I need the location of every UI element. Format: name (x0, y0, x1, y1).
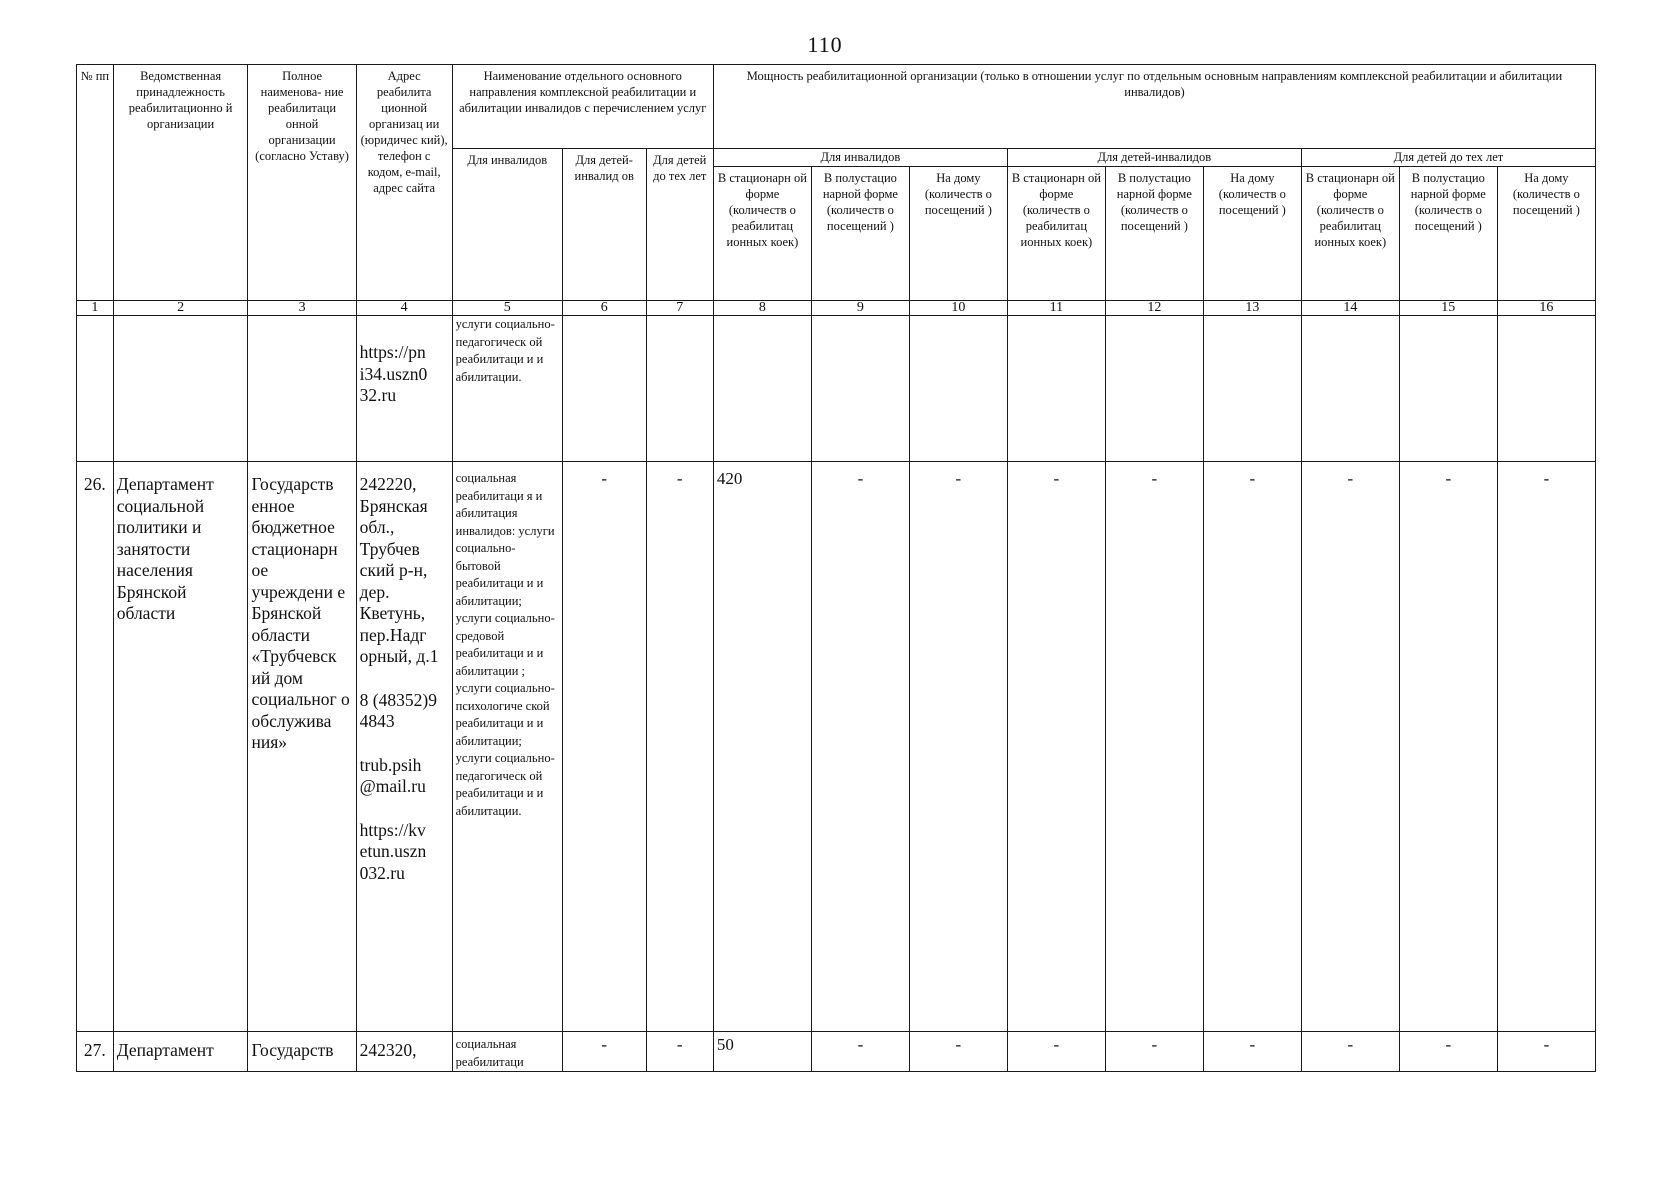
cell-empty (562, 316, 646, 462)
cell-empty (1399, 316, 1497, 462)
header-inpatient: В стационарн ой форме (количеств о реабилитац ионных коек) (1007, 167, 1105, 301)
cell-dash: - (646, 462, 713, 1032)
cell-dash: - (1301, 1032, 1399, 1072)
column-number: 11 (1007, 301, 1105, 316)
column-number: 16 (1497, 301, 1595, 316)
header-for-young-children: Для детей до тех лет (646, 149, 713, 301)
cell-empty (909, 316, 1007, 462)
cell-dash: - (646, 1032, 713, 1072)
header-address: Адрес реабилита ционной организац ии (юридичес кий), телефон с кодом, e-mail, адрес сайта (356, 65, 452, 301)
cell-department: Департамент социальной политики и занятости населения Брянской области (113, 462, 248, 1032)
column-number: 8 (713, 301, 811, 316)
column-number: 9 (811, 301, 909, 316)
cell-services: социальная реабилитаци (452, 1032, 562, 1072)
cell-dash: - (1399, 462, 1497, 1032)
header-department: Ведомственная принадлежность реабилитационно й организации (113, 65, 248, 301)
column-number: 5 (452, 301, 562, 316)
header-semi-inpatient: В полустацио нарной форме (количеств о посещений ) (1399, 167, 1497, 301)
header-inpatient: В стационарн ой форме (количеств о реабилитац ионных коек) (1301, 167, 1399, 301)
header-full-name: Полное наименова- ние реабилитаци онной организации (согласно Уставу) (248, 65, 356, 301)
header-for-disabled-children: Для детей-инвалид ов (562, 149, 646, 301)
cell-address: 242320, (356, 1032, 452, 1072)
cell-org-name: Государств енное бюджетное стационарн ое учреждени е Брянской области «Трубчевск ий дом социальног о обслужива ния» (248, 462, 356, 1032)
cell-empty (713, 316, 811, 462)
cell-services: услуги социально- педагогическ ой реабилитаци и и абилитации. (452, 316, 562, 462)
cell-dash: - (562, 1032, 646, 1072)
cell-department: Департамент (113, 1032, 248, 1072)
header-col-number: № пп (77, 65, 114, 301)
column-number: 14 (1301, 301, 1399, 316)
cell-dash: - (1497, 462, 1595, 1032)
cell-empty (1497, 316, 1595, 462)
cell-services: социальная реабилитаци я и абилитация инвалидов: услуги социально- бытовой реабилитаци и и абилитации; услуги социально- средовой реабилитаци и и абилитации ; услуги социально- психологиче ской реабилитаци и и абилитации; услуги социально- педагогическ ой реабилитаци и и абилитации. (452, 462, 562, 1032)
cell-empty (248, 316, 356, 462)
column-number: 15 (1399, 301, 1497, 316)
cell-dash: - (909, 1032, 1007, 1072)
row-number: 27. (77, 1032, 114, 1072)
cell-dash: - (1301, 462, 1399, 1032)
column-number: 12 (1105, 301, 1203, 316)
group-disabled: Для инвалидов (713, 149, 1007, 167)
cell-empty (811, 316, 909, 462)
cell-dash: - (909, 462, 1007, 1032)
cell-empty (1105, 316, 1203, 462)
cell-dash: - (1203, 1032, 1301, 1072)
rehab-organizations-table (76, 64, 1596, 1072)
cell-inpatient-beds: 420 (713, 462, 811, 1032)
header-inpatient: В стационарн ой форме (количеств о реабилитац ионных коек) (713, 167, 811, 301)
cell-dash: - (1105, 462, 1203, 1032)
cell-empty (77, 316, 114, 462)
row-number: 26. (77, 462, 114, 1032)
cell-empty (113, 316, 248, 462)
cell-site-url: https://pn i34.uszn0 32.ru (356, 316, 452, 462)
cell-dash: - (1105, 1032, 1203, 1072)
header-at-home: На дому (количеств о посещений ) (909, 167, 1007, 301)
column-number: 7 (646, 301, 713, 316)
cell-dash: - (1399, 1032, 1497, 1072)
column-number: 3 (248, 301, 356, 316)
table-row (77, 462, 1596, 1032)
cell-dash: - (1497, 1032, 1595, 1072)
cell-dash: - (1203, 462, 1301, 1032)
cell-dash: - (811, 462, 909, 1032)
address-line: 242220, Брянская обл., Трубчев ский р-н, дер. Кветунь, пер.Надг орный, д.1 (359, 474, 439, 666)
site-url: https://kv etun.uszn 032.ru (359, 819, 427, 883)
cell-address (356, 462, 452, 1032)
cell-inpatient-beds: 50 (713, 1032, 811, 1072)
group-disabled-children: Для детей-инвалидов (1007, 149, 1301, 167)
column-number: 10 (909, 301, 1007, 316)
cell-empty (1203, 316, 1301, 462)
header-semi-inpatient: В полустацио нарной форме (количеств о посещений ) (1105, 167, 1203, 301)
column-number: 1 (77, 301, 114, 316)
cell-empty (1007, 316, 1105, 462)
header-for-disabled: Для инвалидов (452, 149, 562, 301)
table-row (77, 316, 1596, 462)
header-at-home: На дому (количеств о посещений ) (1203, 167, 1301, 301)
header-direction-group: Наименование отдельного основного направления комплексной реабилитации и абилитации инвалидов с перечислением услуг (452, 65, 713, 149)
phone-number: 8 (48352)9 4843 (359, 689, 437, 731)
header-at-home: На дому (количеств о посещений ) (1497, 167, 1595, 301)
column-number: 6 (562, 301, 646, 316)
column-number: 13 (1203, 301, 1301, 316)
cell-dash: - (562, 462, 646, 1032)
header-power-group: Мощность реабилитационной организации (только в отношении услуг по отдельным основным направлениям комплексной реабилитации и абилитации инвалидов) (713, 65, 1595, 149)
cell-dash: - (811, 1032, 909, 1072)
column-number: 4 (356, 301, 452, 316)
email-address: trub.psih @mail.ru (359, 754, 426, 796)
cell-dash: - (1007, 462, 1105, 1032)
table-row (77, 1032, 1596, 1072)
group-young-children: Для детей до тех лет (1301, 149, 1595, 167)
column-number: 2 (113, 301, 248, 316)
cell-dash: - (1007, 1032, 1105, 1072)
header-semi-inpatient: В полустацио нарной форме (количеств о посещений ) (811, 167, 909, 301)
cell-org-name: Государств (248, 1032, 356, 1072)
page-number: 110 (807, 32, 843, 57)
cell-empty (646, 316, 713, 462)
cell-empty (1301, 316, 1399, 462)
